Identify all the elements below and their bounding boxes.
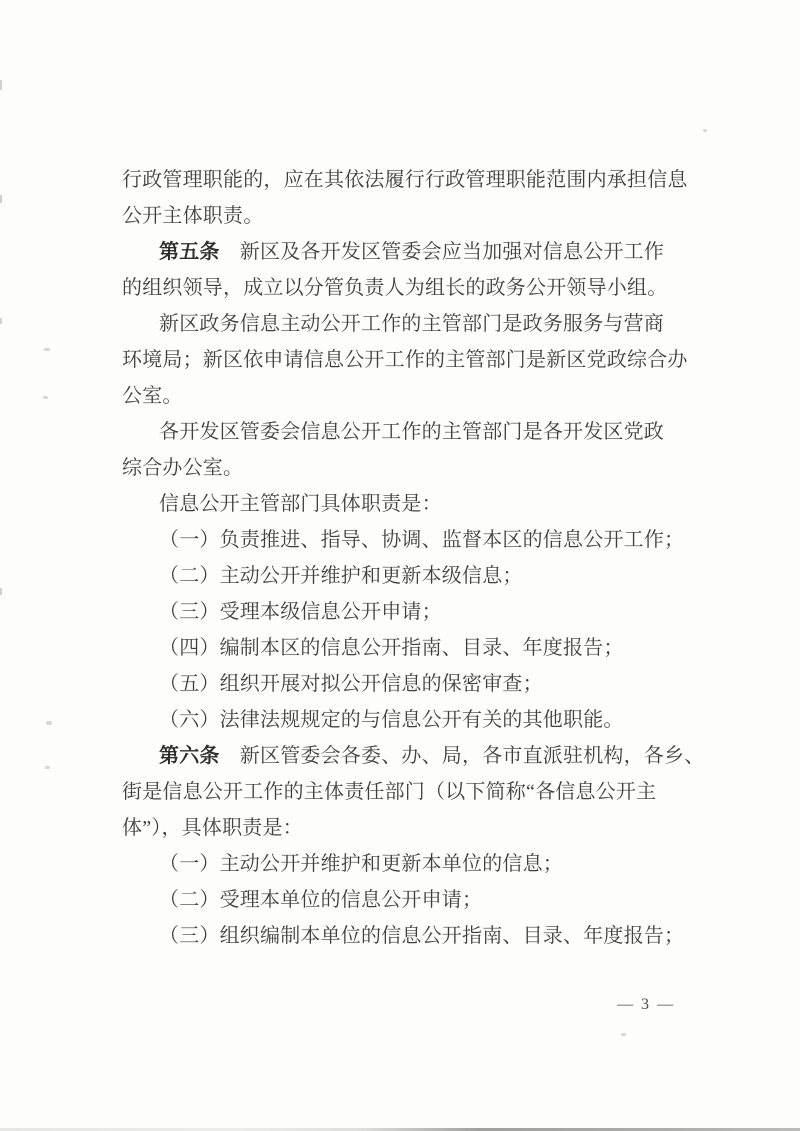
document-line bbox=[122, 234, 688, 270]
scan-speck bbox=[44, 348, 50, 351]
line-text: 环境局；新区依申请信息公开工作的主管部门是新区党政综合办 bbox=[122, 349, 688, 371]
line-text: 新区及各开发区管委会应当加强对信息公开工作 bbox=[219, 241, 665, 263]
line-text: （一）负责推进、指导、协调、监督本区的信息公开工作； bbox=[159, 529, 685, 551]
scan-edge-mark bbox=[0, 195, 2, 203]
line-text: 行政管理职能的，应在其依法履行行政管理职能范围内承担信息 bbox=[122, 169, 688, 191]
page-number: — 3 — bbox=[617, 996, 675, 1013]
document-line bbox=[122, 306, 688, 342]
document-line bbox=[122, 414, 688, 450]
scan-speck bbox=[43, 396, 48, 399]
document-line bbox=[122, 378, 688, 414]
document-line bbox=[122, 918, 688, 954]
line-text: 体”），具体职责是： bbox=[122, 817, 303, 839]
document-line bbox=[122, 594, 688, 630]
line-text: （六）法律法规规定的与信息公开有关的其他职能。 bbox=[159, 709, 624, 731]
line-text: （三）组织编制本单位的信息公开指南、目录、年度报告； bbox=[159, 925, 685, 947]
document-body bbox=[122, 162, 705, 954]
document-line bbox=[122, 882, 688, 918]
line-text: 的组织领导，成立以分管负责人为组长的政务公开领导小组。 bbox=[122, 277, 668, 299]
line-text: （三）受理本级信息公开申请； bbox=[159, 601, 442, 623]
scan-speck bbox=[621, 1033, 626, 1036]
document-line bbox=[122, 666, 688, 702]
document-line bbox=[122, 810, 688, 846]
line-text: 公开主体职责。 bbox=[122, 205, 264, 227]
document-line bbox=[122, 342, 688, 378]
line-text: 信息公开主管部门具体职责是： bbox=[159, 493, 442, 515]
scan-edge-mark bbox=[0, 318, 2, 324]
line-text: （二）主动公开并维护和更新本级信息； bbox=[159, 565, 523, 587]
line-text: （二）受理本单位的信息公开申请； bbox=[159, 889, 483, 911]
line-text: （一）主动公开并维护和更新本单位的信息； bbox=[159, 853, 563, 875]
document-line bbox=[122, 450, 688, 486]
line-text: 公室。 bbox=[122, 385, 183, 407]
document-line bbox=[122, 198, 688, 234]
scan-speck bbox=[703, 129, 707, 132]
line-text: 新区管委会各委、办、局，各市直派驻机构，各乡、 bbox=[219, 745, 705, 767]
line-text: （四）编制本区的信息公开指南、目录、年度报告； bbox=[159, 637, 624, 659]
document-line bbox=[122, 630, 688, 666]
scan-edge-mark bbox=[0, 80, 2, 90]
line-text: 综合办公室。 bbox=[122, 457, 244, 479]
document-line bbox=[122, 774, 688, 810]
line-text: 各开发区管委会信息公开工作的主管部门是各开发区党政 bbox=[159, 421, 664, 443]
document-line bbox=[122, 738, 705, 774]
document-line bbox=[122, 846, 688, 882]
line-text: （五）组织开展对拟公开信息的保密审查； bbox=[159, 673, 543, 695]
document-line bbox=[122, 486, 688, 522]
line-text: 新区政务信息主动公开工作的主管部门是政务服务与营商 bbox=[159, 313, 664, 335]
document-line bbox=[122, 270, 688, 306]
line-text: 街是信息公开工作的主体责任部门（以下简称“各信息公开主 bbox=[122, 781, 657, 803]
article-number: 第五条 bbox=[159, 241, 220, 263]
scan-edge-mark bbox=[0, 588, 2, 595]
document-line bbox=[122, 558, 688, 594]
scan-speck bbox=[45, 766, 50, 769]
document-line bbox=[122, 522, 688, 558]
scan-speck bbox=[46, 721, 52, 725]
article-number: 第六条 bbox=[159, 745, 220, 767]
document-line bbox=[122, 702, 688, 738]
document-line bbox=[122, 162, 688, 198]
